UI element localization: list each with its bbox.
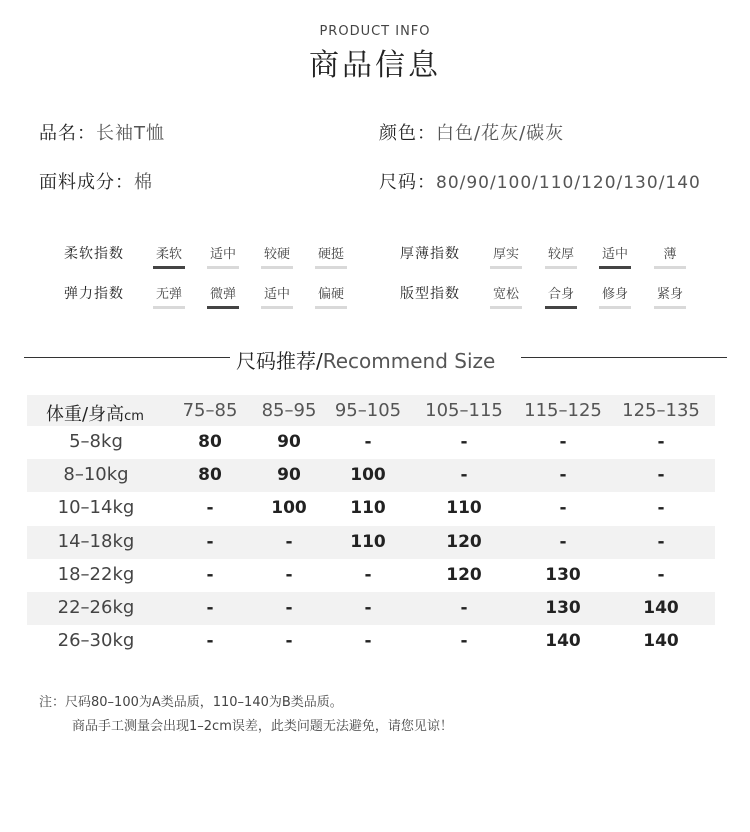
table-column-header: 95–105 <box>334 400 402 421</box>
table-cell: - <box>206 598 214 618</box>
product-name-label: 品名： <box>39 123 96 144</box>
table-cell: 120 <box>446 564 482 585</box>
table-cell: - <box>364 432 372 452</box>
table-cell: 140 <box>545 631 581 652</box>
elasticity-option: 微弹 <box>207 283 239 309</box>
table-column-header: 125–135 <box>622 400 700 421</box>
elasticity-option: 适中 <box>261 283 293 309</box>
table-cell: 80 <box>198 432 222 452</box>
corner-label: 体重/身高 <box>46 404 125 425</box>
table-cell: - <box>657 465 665 486</box>
header-en-title: PRODUCT INFO <box>319 24 431 39</box>
table-cell: - <box>364 598 372 618</box>
table-cell: - <box>657 498 665 519</box>
table-cell: - <box>285 631 293 652</box>
elasticity-option: 无弹 <box>153 283 185 309</box>
table-cell: - <box>206 531 214 552</box>
table-row-weight: 26–30kg <box>57 630 135 652</box>
table-column-header: 85–95 <box>261 400 317 421</box>
product-fabric-label: 面料成分： <box>39 172 134 193</box>
table-cell: 100 <box>271 498 307 519</box>
table-cell: - <box>206 498 214 519</box>
table-cell: - <box>657 432 665 452</box>
table-cell: - <box>364 631 372 652</box>
table-cell: 90 <box>277 465 301 486</box>
softness-option: 柔软 <box>153 243 185 269</box>
table-row-weight: 22–26kg <box>57 597 135 618</box>
thickness-option: 厚实 <box>490 243 522 269</box>
note-line-1: 注：尺码80–100为A类品质，110–140为B类品质。 <box>39 695 343 710</box>
fit-option: 合身 <box>545 283 577 309</box>
fit-option: 紧身 <box>654 283 686 309</box>
size-section-title-cn: 尺码推荐/ <box>236 349 323 373</box>
table-column-header: 105–115 <box>425 400 503 421</box>
corner-unit: cm <box>124 409 144 424</box>
softness-option: 较硬 <box>261 243 293 269</box>
note-line-2: 商品手工测量会出现1–2cm误差，此类问题无法避免，请您见谅！ <box>72 719 453 734</box>
table-cell: - <box>206 631 214 652</box>
table-cell: 110 <box>446 498 482 519</box>
table-cell: - <box>460 598 468 618</box>
thickness-option: 适中 <box>599 243 631 269</box>
table-cell: 120 <box>446 531 482 552</box>
size-section-title-en: Recommend Size <box>322 349 496 373</box>
table-row-weight: 18–22kg <box>57 563 135 585</box>
table-cell: - <box>559 432 567 452</box>
table-column-header: 115–125 <box>524 400 602 421</box>
softness-option: 硬挺 <box>315 243 347 269</box>
table-cell: 140 <box>643 631 679 652</box>
product-size-value: 80/90/100/110/120/130/140 <box>436 173 701 193</box>
table-row-weight: 5–8kg <box>69 431 123 452</box>
product-color-value: 白色/花灰/碳灰 <box>436 123 565 144</box>
fit-index-label: 版型指数 <box>400 286 460 302</box>
table-cell: 100 <box>350 465 386 486</box>
table-row-weight: 10–14kg <box>57 497 135 519</box>
table-cell: 80 <box>198 465 222 486</box>
table-cell: - <box>559 498 567 519</box>
table-cell: 140 <box>643 598 679 618</box>
thickness-option: 较厚 <box>545 243 577 269</box>
softness-index-label: 柔软指数 <box>64 246 124 262</box>
table-cell: - <box>364 564 372 585</box>
table-row-weight: 8–10kg <box>63 464 129 486</box>
softness-option: 适中 <box>207 243 239 269</box>
table-cell: 110 <box>350 498 386 519</box>
table-row-weight: 14–18kg <box>57 530 135 552</box>
fit-option: 修身 <box>599 283 631 309</box>
table-cell: - <box>285 598 293 618</box>
table-cell: 130 <box>545 598 581 618</box>
table-cell: 90 <box>277 432 301 452</box>
product-color-label: 颜色： <box>379 123 436 144</box>
product-name-value: 长袖T恤 <box>96 123 165 144</box>
table-cell: - <box>559 465 567 486</box>
elasticity-option: 偏硬 <box>315 283 347 309</box>
header-cn-title: 商品信息 <box>309 48 441 83</box>
product-fabric-value: 棉 <box>134 172 153 193</box>
table-cell: - <box>285 564 293 585</box>
elasticity-index-label: 弹力指数 <box>64 286 124 302</box>
table-cell: 130 <box>545 564 581 585</box>
table-cell: - <box>657 531 665 552</box>
table-cell: - <box>460 465 468 486</box>
thickness-option: 薄 <box>654 243 686 269</box>
fit-option: 宽松 <box>490 283 522 309</box>
table-cell: - <box>206 564 214 585</box>
table-cell: - <box>657 564 665 585</box>
table-cell: - <box>460 432 468 452</box>
table-corner-header <box>46 400 144 426</box>
table-column-header: 75–85 <box>182 400 238 421</box>
table-cell: - <box>285 531 293 552</box>
table-cell: - <box>460 631 468 652</box>
table-cell: 110 <box>350 531 386 552</box>
table-cell: - <box>559 531 567 552</box>
thickness-index-label: 厚薄指数 <box>400 246 460 262</box>
product-size-label: 尺码： <box>379 172 436 193</box>
